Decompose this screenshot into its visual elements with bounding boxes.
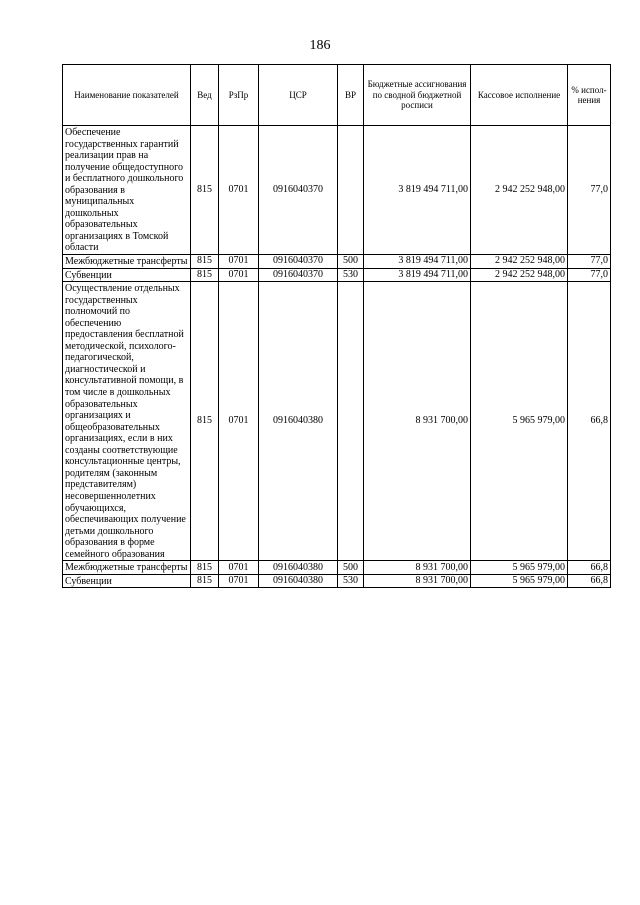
- row-rzpr: 0701: [219, 282, 259, 561]
- row-budget: 3 819 494 711,00: [364, 255, 471, 269]
- row-pct: 66,8: [568, 282, 611, 561]
- row-cash: 2 942 252 948,00: [471, 268, 568, 282]
- row-budget: 3 819 494 711,00: [364, 126, 471, 255]
- budget-execution-table: [62, 64, 611, 588]
- table-row: [63, 255, 611, 269]
- header-csr: ЦСР: [259, 65, 338, 126]
- header-rzpr: РзПр: [219, 65, 259, 126]
- row-csr: 0916040370: [259, 268, 338, 282]
- header-name: Наименование показателей: [63, 65, 191, 126]
- row-csr: 0916040380: [259, 282, 338, 561]
- header-vr: ВР: [338, 65, 364, 126]
- row-cash: 5 965 979,00: [471, 282, 568, 561]
- row-ved: 815: [191, 561, 219, 575]
- row-pct: 77,0: [568, 268, 611, 282]
- table-row: [63, 268, 611, 282]
- row-pct: 66,8: [568, 561, 611, 575]
- row-pct: 77,0: [568, 255, 611, 269]
- row-pct: 66,8: [568, 574, 611, 588]
- row-vr: 530: [338, 574, 364, 588]
- row-vr: [338, 126, 364, 255]
- row-cash: 5 965 979,00: [471, 574, 568, 588]
- table-row: [63, 282, 611, 561]
- table-row: [63, 126, 611, 255]
- row-ved: 815: [191, 255, 219, 269]
- row-name: Межбюджетные трансферты: [63, 255, 191, 269]
- header-ved: Вед: [191, 65, 219, 126]
- row-rzpr: 0701: [219, 126, 259, 255]
- row-name: Субвенции: [63, 268, 191, 282]
- row-cash: 2 942 252 948,00: [471, 255, 568, 269]
- row-csr: 0916040380: [259, 561, 338, 575]
- row-csr: 0916040370: [259, 126, 338, 255]
- row-pct: 77,0: [568, 126, 611, 255]
- row-name: Межбюджетные трансферты: [63, 561, 191, 575]
- row-cash: 2 942 252 948,00: [471, 126, 568, 255]
- row-rzpr: 0701: [219, 255, 259, 269]
- row-budget: 8 931 700,00: [364, 282, 471, 561]
- row-rzpr: 0701: [219, 268, 259, 282]
- row-ved: 815: [191, 268, 219, 282]
- row-ved: 815: [191, 574, 219, 588]
- row-vr: 500: [338, 561, 364, 575]
- row-budget: 3 819 494 711,00: [364, 268, 471, 282]
- row-vr: [338, 282, 364, 561]
- table-row: [63, 561, 611, 575]
- row-budget: 8 931 700,00: [364, 574, 471, 588]
- row-name: Обеспечение государственных гарантий реализации прав на получение общедоступного и бесплатного дошкольного образования в муниципальных дошкольных образовательных организациях в Томской области: [63, 126, 191, 255]
- row-name: Субвенции: [63, 574, 191, 588]
- row-rzpr: 0701: [219, 574, 259, 588]
- row-name: Осуществление отдельных государственных полномочий по обеспечению предоставления бесплатной методической, психолого-педагогической, диагностической и консультативной помощи, в том числе в дошкольных образовательных организациях и общеобразовательных организациях, если в них созданы соответствующие консультационные центры, родителям (законным представителям) несовершеннолетних обучающихся, обеспечивающих получение детьми дошкольного образования в форме семейного образования: [63, 282, 191, 561]
- row-csr: 0916040380: [259, 574, 338, 588]
- header-cash: Кассовое исполнение: [471, 65, 568, 126]
- row-budget: 8 931 700,00: [364, 561, 471, 575]
- row-csr: 0916040370: [259, 255, 338, 269]
- header-pct: % испол-нения: [568, 65, 611, 126]
- row-vr: 530: [338, 268, 364, 282]
- table-header-row: [63, 65, 611, 126]
- table-row: [63, 574, 611, 588]
- header-budget: Бюджетные ассигнования по сводной бюджетной росписи: [364, 65, 471, 126]
- row-cash: 5 965 979,00: [471, 561, 568, 575]
- row-ved: 815: [191, 282, 219, 561]
- row-vr: 500: [338, 255, 364, 269]
- row-ved: 815: [191, 126, 219, 255]
- page-number: 186: [309, 38, 331, 53]
- row-rzpr: 0701: [219, 561, 259, 575]
